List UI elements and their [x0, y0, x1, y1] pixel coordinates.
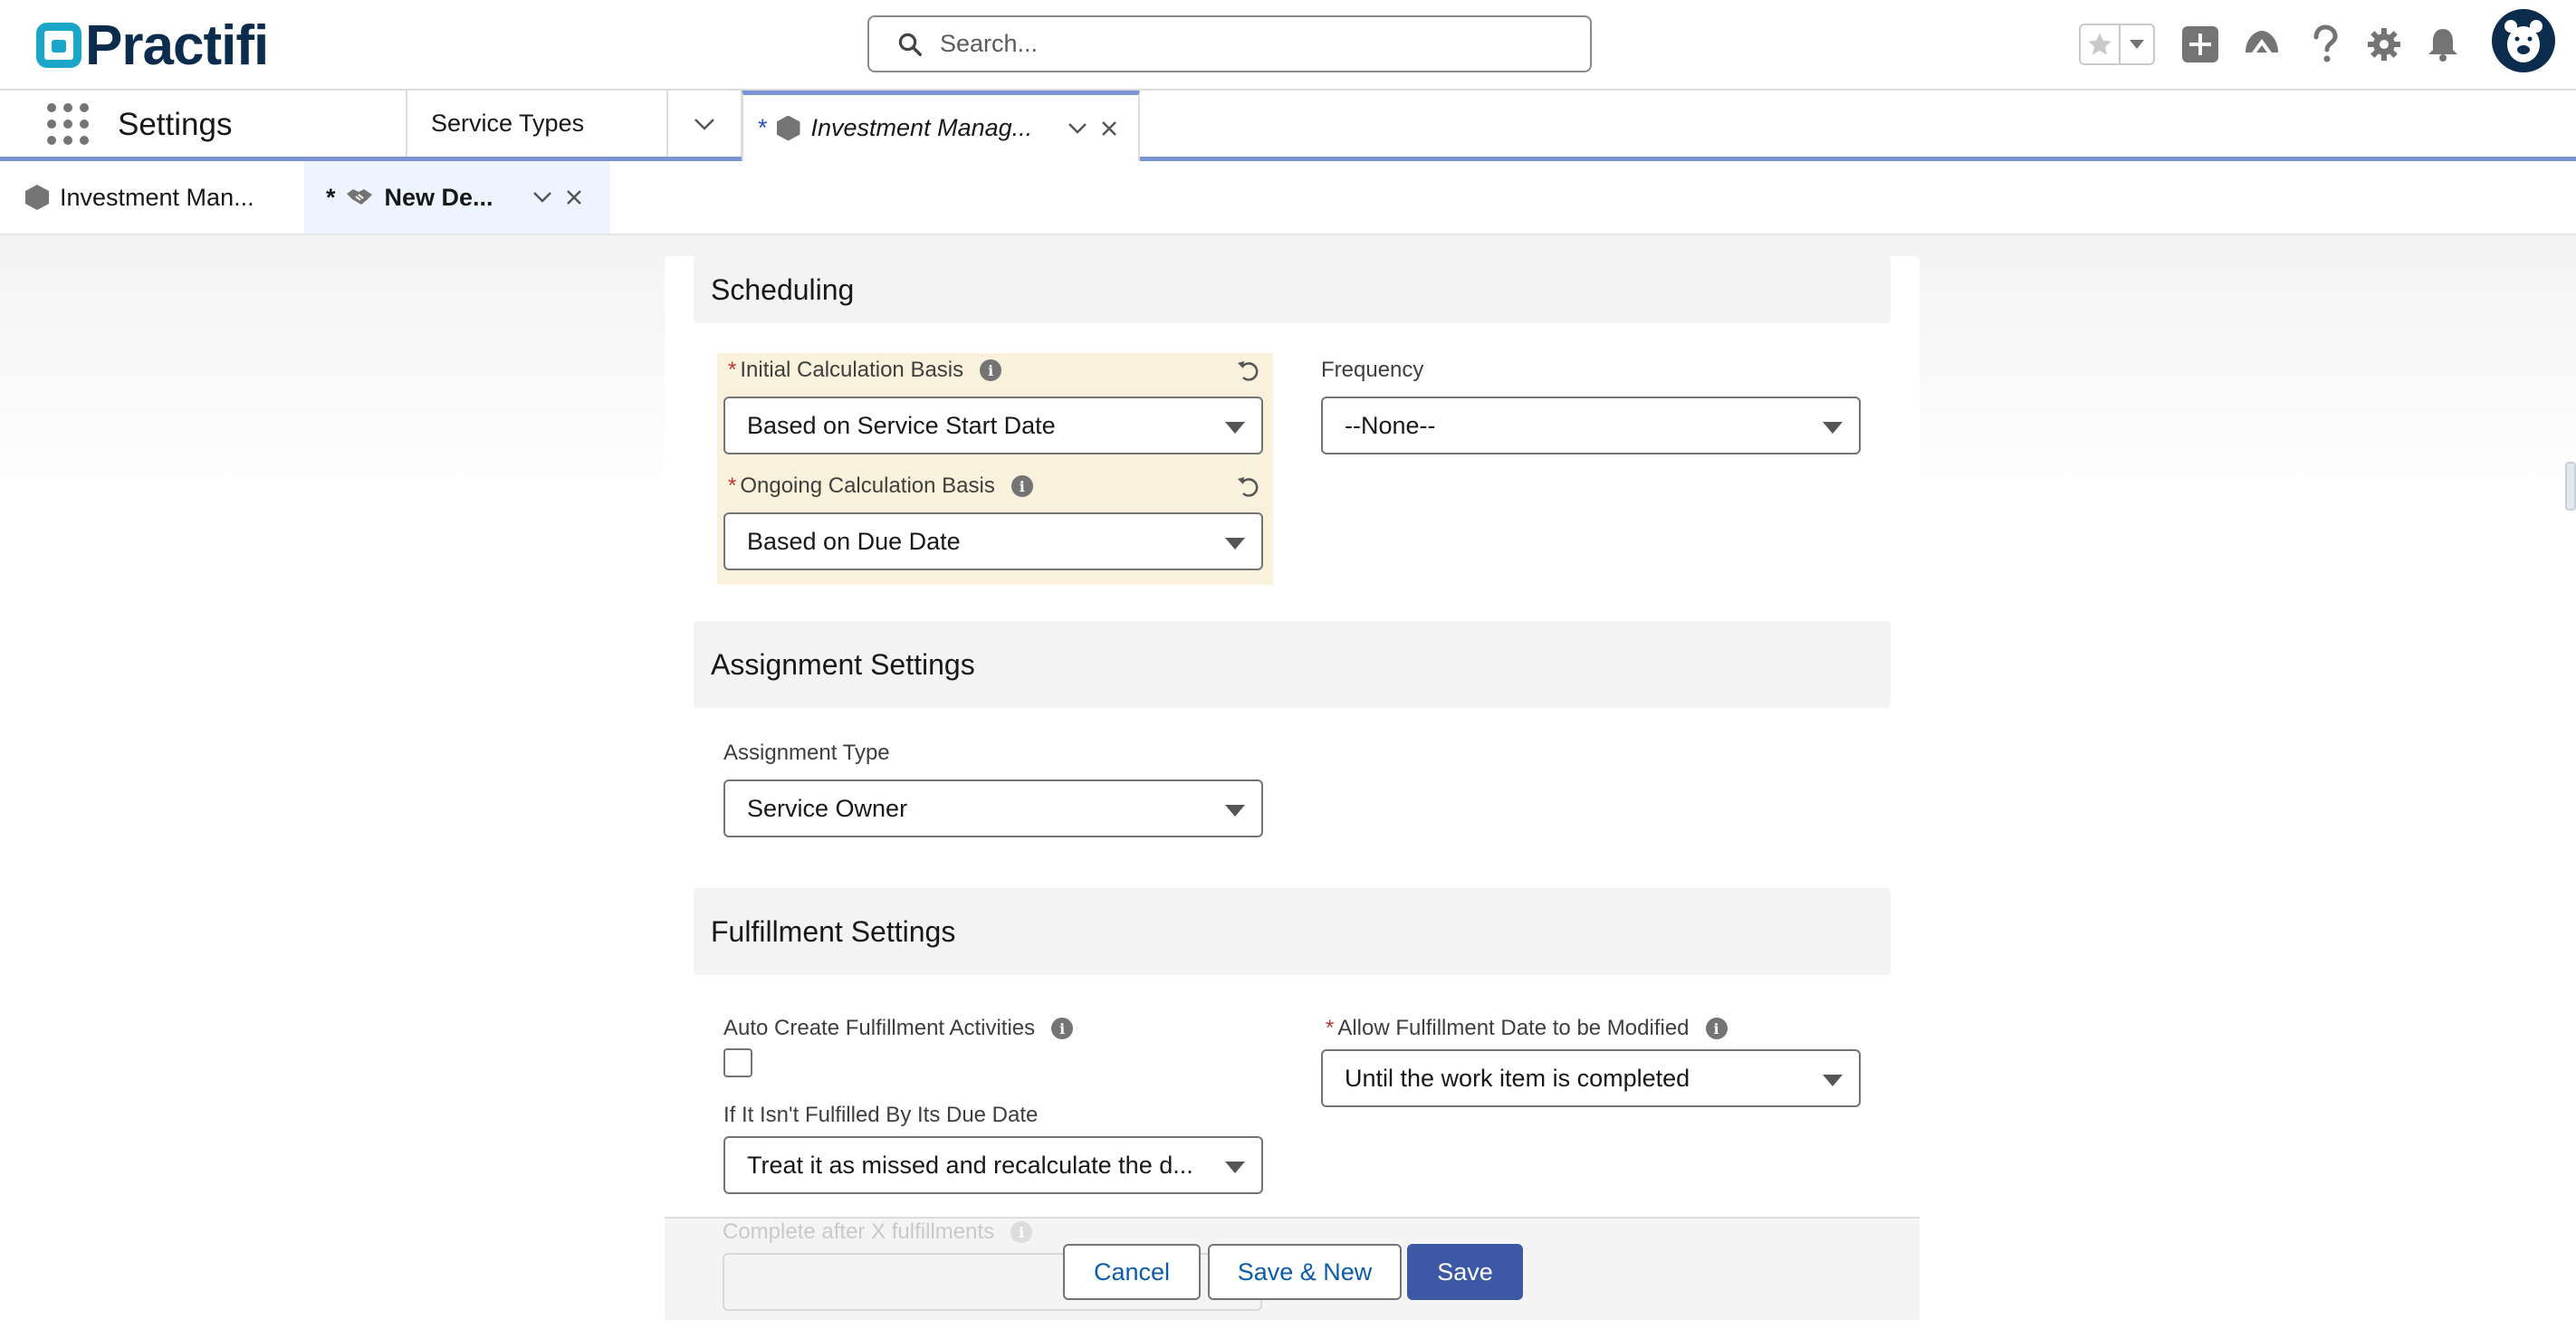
chevron-down-icon [1068, 122, 1087, 135]
assignment-type-select[interactable] [723, 779, 1263, 837]
handshake-icon [345, 185, 374, 210]
bell-icon [2426, 26, 2460, 62]
notifications-button[interactable] [2422, 24, 2464, 65]
ongoing-calc-basis-select[interactable] [723, 512, 1263, 570]
caret-down-icon [1823, 1075, 1843, 1086]
caret-down-icon [1225, 538, 1245, 550]
launcher-dot [63, 103, 72, 112]
global-search[interactable] [867, 15, 1592, 72]
app-name: Settings [118, 107, 233, 142]
caret-down-icon [1225, 422, 1245, 434]
field-label: If It Isn't Fulfilled By Its Due Date [723, 1103, 1039, 1127]
trailhead-button[interactable] [2241, 24, 2283, 65]
search-icon [896, 31, 924, 58]
gear-icon [2366, 26, 2402, 62]
not-fulfilled-label-row [723, 1102, 1038, 1129]
select-value: Service Owner [747, 794, 908, 822]
field-label: Auto Create Fulfillment Activities [723, 1016, 1036, 1040]
section-assignment-heading[interactable] [694, 621, 1891, 708]
subtab-bar [0, 161, 2576, 235]
close-tab-button[interactable] [1100, 120, 1118, 138]
nav-item-service-types[interactable]: Service Types [406, 91, 668, 157]
favorites-dropdown-button[interactable] [2119, 25, 2153, 63]
hexagon-icon [777, 116, 800, 141]
launcher-dot [80, 136, 89, 145]
info-icon[interactable]: i [1706, 1018, 1728, 1039]
caret-down-icon [1225, 805, 1245, 817]
section-scheduling-heading[interactable] [694, 256, 1891, 323]
user-avatar[interactable] [2492, 9, 2555, 72]
undo-icon[interactable] [1235, 358, 1262, 385]
field-label: Allow Fulfillment Date to be Modified [1337, 1016, 1690, 1040]
field-label: Initial Calculation Basis [740, 358, 964, 382]
global-header [0, 0, 2576, 91]
launcher-dot [47, 103, 56, 112]
workspace-tab-label: Investment Manag... [810, 114, 1033, 141]
caret-down-icon [1823, 422, 1843, 434]
search-input[interactable] [940, 30, 1574, 58]
select-value: Based on Due Date [747, 527, 961, 555]
field-label: Assignment Type [723, 741, 890, 765]
tab-actions-button[interactable] [1068, 122, 1087, 135]
launcher-dot [80, 120, 89, 129]
favorites-group [2079, 24, 2155, 65]
launcher-dot [80, 103, 89, 112]
undo-icon[interactable] [1235, 473, 1262, 501]
close-subtab-button[interactable] [565, 188, 583, 206]
page-scrollbar[interactable] [2565, 462, 2576, 511]
help-button[interactable] [2304, 24, 2346, 65]
star-icon [2086, 31, 2113, 58]
section-title: Scheduling [711, 272, 855, 306]
subtab-actions-button[interactable] [532, 191, 552, 204]
caret-down-icon [1225, 1162, 1245, 1173]
app-nav-bar [0, 91, 2576, 161]
complete-after-label-row [723, 1219, 1032, 1246]
ongoing-calc-basis-label-row [728, 473, 1033, 500]
select-value: --None-- [1345, 411, 1436, 439]
select-value: Based on Service Start Date [747, 411, 1056, 439]
info-icon[interactable]: i [980, 359, 1001, 381]
unsaved-marker: * [326, 183, 336, 211]
launcher-dot [47, 136, 56, 145]
section-fulfillment-heading[interactable] [694, 888, 1891, 975]
auto-create-checkbox[interactable] [723, 1048, 752, 1077]
nav-item-dropdown[interactable] [668, 91, 742, 157]
info-icon[interactable]: i [1011, 475, 1033, 497]
required-marker: * [728, 473, 737, 498]
chevron-down-icon [532, 191, 552, 204]
required-marker: * [1326, 1016, 1335, 1040]
section-title: Assignment Settings [711, 647, 975, 681]
app-launcher-button[interactable] [47, 103, 89, 145]
form-footer [665, 1217, 1920, 1320]
initial-calc-basis-label-row [728, 357, 1001, 384]
setup-button[interactable] [2363, 24, 2405, 65]
info-icon[interactable]: i [1051, 1018, 1073, 1039]
field-label: Complete after X fulfillments [723, 1219, 995, 1244]
initial-calc-basis-select[interactable] [723, 397, 1263, 454]
launcher-dot [63, 120, 72, 129]
allow-modify-select[interactable] [1321, 1049, 1861, 1107]
save-button[interactable]: Save [1407, 1244, 1523, 1300]
field-label: Ongoing Calculation Basis [740, 473, 995, 498]
frequency-select[interactable] [1321, 397, 1861, 454]
cancel-button[interactable]: Cancel [1063, 1244, 1201, 1300]
close-icon [1100, 120, 1118, 138]
allow-modify-label-row [1326, 1015, 1728, 1042]
select-value: Until the work item is completed [1345, 1064, 1690, 1092]
hexagon-icon [25, 185, 49, 210]
auto-create-label-row [723, 1015, 1073, 1042]
select-value: Treat it as missed and recalculate the d... [747, 1151, 1193, 1179]
subtab-new-deliverable[interactable] [304, 161, 610, 234]
field-label: Frequency [1321, 358, 1424, 382]
launcher-dot [63, 136, 72, 145]
subtab-label: Investment Man... [60, 183, 254, 211]
caret-down-icon [2128, 38, 2146, 51]
subtab-label: New De... [384, 183, 493, 211]
save-and-new-button[interactable]: Save & New [1208, 1244, 1402, 1300]
practifi-logo[interactable] [36, 14, 269, 77]
add-icon [2181, 25, 2219, 63]
favorite-star-button[interactable] [2081, 25, 2119, 63]
frequency-label-row [1321, 357, 1423, 384]
required-marker: * [728, 358, 737, 382]
launcher-dot [47, 120, 56, 129]
global-actions-button[interactable] [2179, 24, 2221, 65]
help-icon [2309, 24, 2341, 64]
info-icon: i [1010, 1221, 1032, 1243]
subtab-investment[interactable] [25, 161, 306, 234]
workspace-tab-investment[interactable] [742, 91, 1140, 161]
logo-text: Practifi [85, 14, 269, 77]
close-icon [565, 188, 583, 206]
chevron-down-icon [694, 117, 715, 131]
unsaved-marker: * [758, 114, 768, 141]
new-deliverable-form [665, 256, 1920, 1329]
practifi-logo-mark-icon [36, 23, 81, 68]
avatar-bear-icon [2496, 14, 2551, 68]
section-title: Fulfillment Settings [711, 914, 956, 948]
assignment-type-label-row [723, 740, 890, 767]
trailhead-icon [2243, 25, 2281, 63]
not-fulfilled-select[interactable] [723, 1136, 1263, 1194]
